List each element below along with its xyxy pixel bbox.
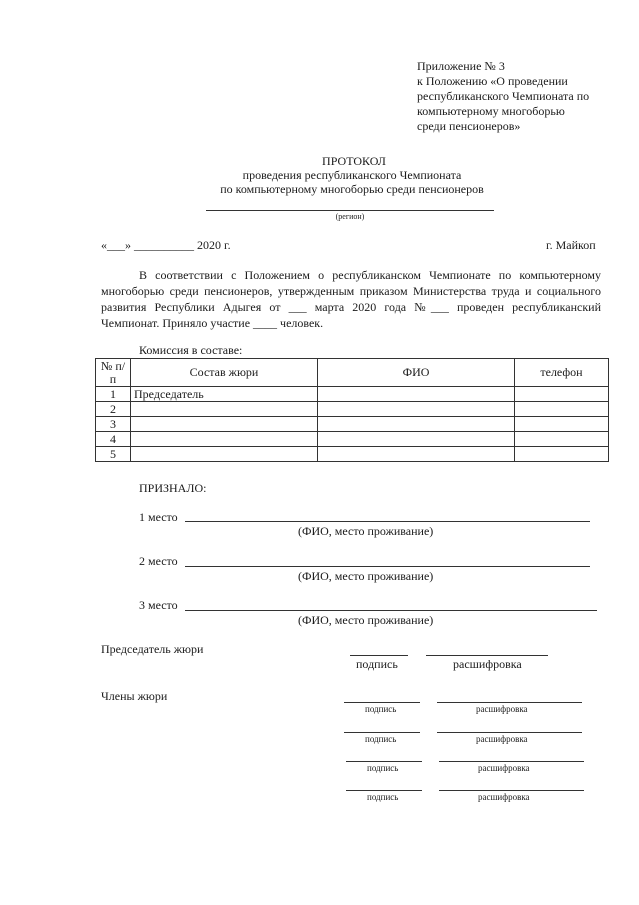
table-row	[96, 432, 609, 447]
member-signature-caption: подпись	[367, 763, 399, 773]
recognized-label: ПРИЗНАЛО:	[139, 481, 207, 495]
place-2-caption: (ФИО, место проживание)	[298, 569, 434, 583]
member-signature-caption: подпись	[365, 734, 397, 744]
chairman-signature-caption: подпись	[356, 657, 398, 671]
header-phone: телефон	[515, 359, 609, 387]
row-phone	[515, 387, 609, 402]
row-role	[131, 432, 318, 447]
member-signature-caption: подпись	[365, 704, 397, 714]
protocol-title: ПРОТОКОЛ	[322, 154, 386, 168]
place-1-caption: (ФИО, место проживание)	[298, 524, 434, 538]
region-caption: (регион)	[335, 212, 365, 221]
row-role: Председатель	[131, 387, 318, 402]
member-signature-caption: подпись	[367, 792, 399, 802]
place-3-line	[185, 610, 597, 611]
protocol-date: «___» __________ 2020 г.	[101, 238, 231, 252]
row-num: 4	[96, 432, 131, 447]
table-row	[96, 447, 609, 462]
row-role	[131, 447, 318, 462]
intro-paragraph: В соответствии с Положением о республиканском Чемпионате по компьютерному многоборью среди пенсионеров, утвержденным приказом Министерства труда и социального развития Республики Адыгея от ___ марта 2020 года №___ проведен республиканский Чемпионат. Приняло участие ____ человек.	[101, 268, 601, 330]
row-fio	[318, 432, 515, 447]
header-fio: ФИО	[318, 359, 515, 387]
row-num: 2	[96, 402, 131, 417]
appendix-line: к Положению «О проведении	[417, 74, 568, 88]
member-signature-line	[344, 702, 420, 703]
row-phone	[515, 432, 609, 447]
member-signature-line	[344, 732, 420, 733]
place-1-line	[185, 521, 590, 522]
appendix-line: республиканского Чемпионата по	[417, 89, 590, 103]
member-decoding-caption: расшифровка	[476, 734, 528, 744]
chairman-signature-line	[350, 655, 408, 656]
member-decoding-line	[437, 732, 582, 733]
member-signature-line	[346, 790, 422, 791]
row-num: 3	[96, 417, 131, 432]
place-3-label: 3 место	[139, 598, 178, 612]
member-decoding-caption: расшифровка	[478, 792, 530, 802]
table-row	[96, 417, 609, 432]
member-signature-line	[346, 761, 422, 762]
jury-table	[95, 358, 609, 462]
member-decoding-caption: расшифровка	[478, 763, 530, 773]
appendix-block	[417, 59, 589, 134]
appendix-line: Приложение № 3	[417, 59, 505, 73]
row-role	[131, 417, 318, 432]
place-2-label: 2 место	[139, 554, 178, 568]
header-role: Состав жюри	[131, 359, 318, 387]
place-2-line	[185, 566, 590, 567]
protocol-subtitle-2: по компьютерному многоборью среди пенсионеров	[220, 182, 484, 196]
table-row	[96, 402, 609, 417]
row-role	[131, 402, 318, 417]
commission-label: Комиссия в составе:	[139, 343, 243, 357]
chairman-label: Председатель жюри	[101, 642, 204, 656]
header-num: № п/п	[96, 359, 131, 387]
row-num: 1	[96, 387, 131, 402]
row-fio	[318, 402, 515, 417]
member-decoding-caption: расшифровка	[476, 704, 528, 714]
table-header-row	[96, 359, 609, 387]
row-phone	[515, 447, 609, 462]
region-line	[206, 210, 494, 211]
table-row	[96, 387, 609, 402]
appendix-line: среди пенсионеров»	[417, 119, 521, 133]
row-phone	[515, 417, 609, 432]
protocol-subtitle-1: проведения республиканского Чемпионата	[242, 168, 462, 182]
place-1-label: 1 место	[139, 510, 178, 524]
row-fio	[318, 447, 515, 462]
row-fio	[318, 417, 515, 432]
row-phone	[515, 402, 609, 417]
chairman-decoding-line	[426, 655, 548, 656]
row-fio	[318, 387, 515, 402]
member-decoding-line	[439, 761, 584, 762]
row-num: 5	[96, 447, 131, 462]
chairman-decoding-caption: расшифровка	[453, 657, 522, 671]
member-decoding-line	[439, 790, 584, 791]
protocol-city: г. Майкоп	[546, 238, 596, 252]
members-label: Члены жюри	[101, 689, 168, 703]
place-3-caption: (ФИО, место проживание)	[298, 613, 434, 627]
member-decoding-line	[437, 702, 582, 703]
appendix-line: компьютерному многоборью	[417, 104, 565, 118]
